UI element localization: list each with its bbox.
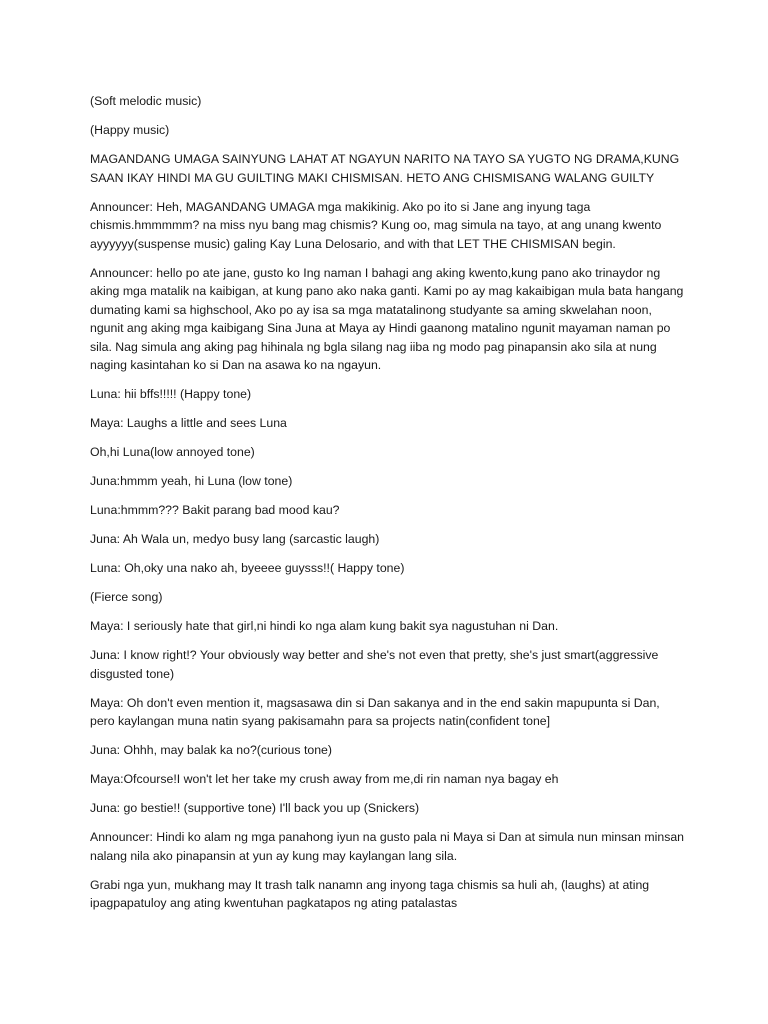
announcer-narration: Announcer: Hindi ko alam ng mga panahong iyun na gusto pala ni Maya si Dan at simula nun minsan minsan nalang nila ako pinapansin at yun ay kung may kaylangan lang sila. (90, 830, 685, 863)
announcer-story: Announcer: hello po ate jane, gusto ko Ing naman I bahagi ang aking kwento,kung pano ako trinaydor ng aking mga matalik na kaibigan, at kung pano ako naka ganti. Kami po ay mag kakaibigan mula bata hangang dumating kami sa highschool, Ako po ay isa sa mga matatalinong studyante sa aming skwelahan noon, ngunit ang aking mga kaibigang Sina Juna at Maya ay Hindi gaanong matalino ngunit mayaman naman po sila. Nag simula ang aking pag hihinala ng bgla silang nag iiba ng modo pag pinapansin ako sila at nung naging kasintahan ko si Dan na asawa ko na ngayun. (90, 265, 684, 372)
dialogue-line: Maya: Oh don't even mention it, magsasawa din si Dan sakanya and in the end sakin mapupunta si Dan, pero kaylangan muna natin syang pakisamahn para sa projects natin(confident tone] (90, 695, 660, 728)
dialogue-line: Luna: hii bffs!!!!! (Happy tone) (90, 387, 252, 401)
announcer-intro: Announcer: Heh, MAGANDANG UMAGA mga makikinig. Ako po ito si Jane ang inyung taga chismis.hmmmmm? na miss nyu bang mag chismis? Kung oo, mag simula na tayo, at ang unang kwento ayyyyyy(suspense music) galing Kay Luna Delosario, and with that LET THE CHISMISAN begin. (90, 199, 662, 251)
dialogue-line: Juna: I know right!? Your obviously way better and she's not even that pretty, she's just smart(aggressive disgusted tone) (90, 648, 659, 681)
stage-direction-fierce-song: (Fierce song) (90, 590, 163, 604)
stage-direction-soft-music: (Soft melodic music) (90, 94, 202, 108)
document-body (90, 92, 686, 923)
opening-announcement: MAGANDANG UMAGA SAINYUNG LAHAT AT NGAYUN NARITO NA TAYO SA YUGTO NG DRAMA,KUNG SAAN IKAY HINDI MA GU GUILTING MAKI CHISMISAN. HETO ANG CHISMISANG WALANG GUILTY (90, 152, 680, 185)
dialogue-line: Juna: go bestie!! (supportive tone) I'll back you up (Snickers) (90, 801, 420, 815)
closing-remark: Grabi nga yun, mukhang may It trash talk nanamn ang inyong taga chismis sa huli ah, (laughs) at ating ipagpapatuloy ang ating kwentuhan pagkatapos ng ating patalastas (90, 877, 650, 910)
dialogue-line: Oh,hi Luna(low annoyed tone) (90, 445, 255, 459)
dialogue-line: Juna: Ah Wala un, medyo busy lang (sarcastic laugh) (90, 532, 380, 546)
dialogue-line: Maya:Ofcourse!I won't let her take my crush away from me,di rin naman nya bagay eh (90, 772, 559, 786)
dialogue-line: Maya: Laughs a little and sees Luna (90, 416, 287, 430)
dialogue-line: Luna: Oh,oky una nako ah, byeeee guysss!!( Happy tone) (90, 561, 405, 575)
dialogue-line: Luna:hmmm??? Bakit parang bad mood kau? (90, 503, 340, 517)
dialogue-line: Juna: Ohhh, may balak ka no?(curious tone) (90, 743, 332, 757)
dialogue-line: Maya: I seriously hate that girl,ni hindi ko nga alam kung bakit sya nagustuhan ni Dan. (90, 619, 559, 633)
dialogue-line: Juna:hmmm yeah, hi Luna (low tone) (90, 474, 293, 488)
stage-direction-happy-music: (Happy music) (90, 123, 170, 137)
